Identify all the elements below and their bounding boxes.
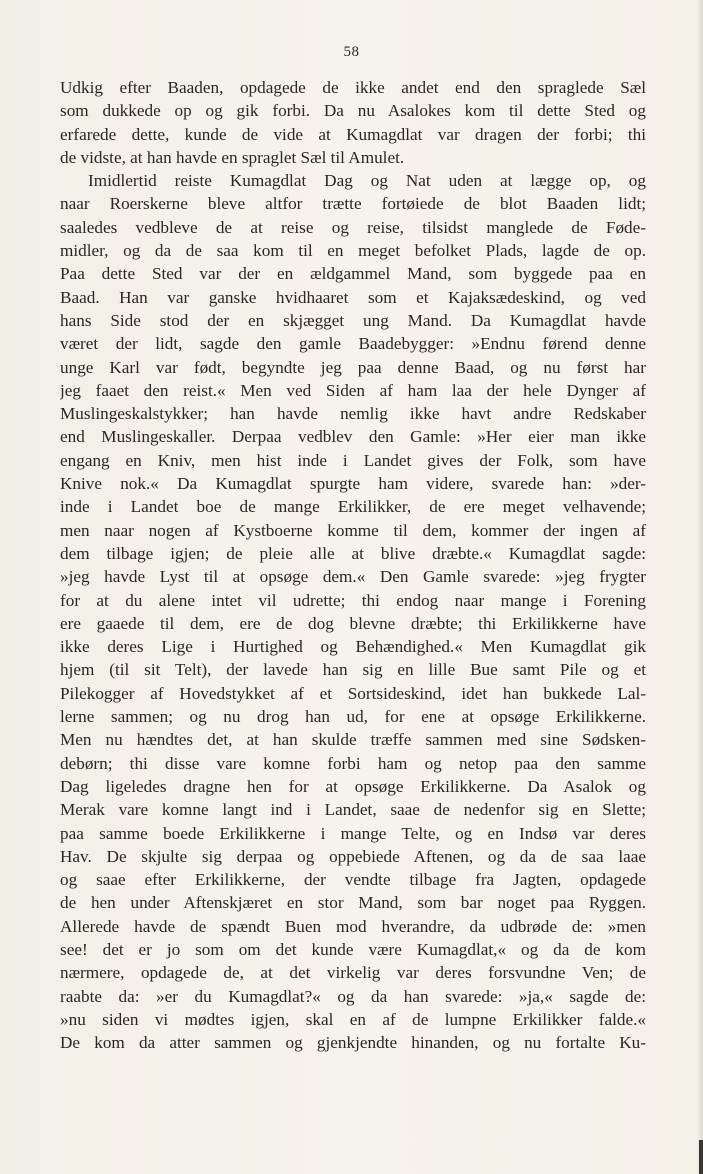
text-line: engang en Kniv, men hist inde i Landet gives der Folk, som have bbox=[60, 450, 646, 470]
text-line: erfarede dette, kunde de vide at Kumagdlat var dragen der forbi; thi bbox=[60, 124, 646, 144]
text-line: unge Karl var født, begyndte jeg paa denne Baad, og nu først har bbox=[60, 357, 646, 377]
text-line: været der lidt, sagde den gamle Baadebygger: »Endnu førend denne bbox=[60, 334, 646, 354]
text-line: saaledes vedbleve de at reise og reise, tilsidst manglede de Føde- bbox=[60, 217, 646, 237]
text-line: hans Side stod der en skjægget ung Mand. Da Kumagdlat havde bbox=[60, 310, 646, 330]
text-line: og saae efter Erkilikkerne, der vendte tilbage fra Jagten, opdagede bbox=[60, 870, 646, 890]
text-line: see! det er jo som om det kunde være Kumagdlat,« og da de kom bbox=[60, 939, 646, 959]
text-line: paa samme boede Erkilikkerne i mange Telte, og en Indsø var deres bbox=[60, 823, 646, 843]
text-line: debørn; thi disse vare komne forbi ham og netop paa den samme bbox=[60, 753, 646, 773]
text-line: de hen under Aftenskjæret en stor Mand, som bar noget paa Ryggen. bbox=[60, 893, 646, 913]
text-line: midler, og da de saa kom til en meget befolket Plads, lagde de op. bbox=[60, 241, 646, 261]
page-edge-mark bbox=[699, 1140, 703, 1174]
text-line: Pilekogger af Hovedstykket af et Sortsideskind, idet han bukkede Lal- bbox=[60, 683, 646, 703]
text-line: Hav. De skjulte sig derpaa og oppebiede Aftenen, og da de saa laae bbox=[60, 846, 646, 866]
text-line: Muslingeskalstykker; han havde nemlig ikke havt andre Redskaber bbox=[60, 404, 646, 424]
text-line: ikke deres Lige i Hurtighed og Behændighed.« Men Kumagdlat gik bbox=[60, 637, 646, 657]
text-line: Udkig efter Baaden, opdagede de ikke andet end den spraglede Sæl bbox=[60, 78, 646, 97]
text-line: »nu siden vi mødtes igjen, skal en af de lumpne Erkilikker falde.« bbox=[60, 1009, 646, 1029]
text-line: De kom da atter sammen og gjenkjendte hinanden, og nu fortalte Ku- bbox=[60, 1033, 646, 1053]
text-line: lerne sammen; og nu drog han ud, for ene at opsøge Erkilikkerne. bbox=[60, 707, 646, 727]
text-line: Dag ligeledes dragne hen for at opsøge Erkilikkerne. Da Asalok og bbox=[60, 776, 646, 796]
text-line: Baad. Han var ganske hvidhaaret som et Kajaksædeskind, og ved bbox=[60, 287, 646, 307]
text-line: raabte da: »er du Kumagdlat?« og da han svarede: »ja,« sagde de: bbox=[60, 986, 646, 1006]
text-line: Knive nok.« Da Kumagdlat spurgte ham videre, svarede han: »der- bbox=[60, 474, 646, 494]
text-line: Allerede havde de spændt Buen mod hverandre, da udbrøde de: »men bbox=[60, 916, 646, 936]
text-line: inde i Landet boe de mange Erkilikker, de ere meget velhavende; bbox=[60, 497, 646, 517]
text-line: Imidlertid reiste Kumagdlat Dag og Nat uden at lægge op, og bbox=[88, 171, 646, 191]
text-line: som dukkede op og gik forbi. Da nu Asalokes kom til dette Sted og bbox=[60, 101, 646, 121]
page-edge-shadow bbox=[697, 0, 703, 1174]
text-line: hjem (til sit Telt), der lavede han sig en lille Bue samt Pile og et bbox=[60, 660, 646, 680]
text-line: Merak vare komne langt ind i Landet, saae de nedenfor sig en Slette; bbox=[60, 800, 646, 820]
text-line: Paa dette Sted var der en ældgammel Mand, som byggede paa en bbox=[60, 264, 646, 284]
text-line: Men nu hændtes det, at han skulde træffe sammen med sine Sødsken- bbox=[60, 730, 646, 750]
page-number: 58 bbox=[343, 44, 360, 60]
text-line: men naar nogen af Kystboerne komme til dem, kommer der ingen af bbox=[60, 520, 646, 540]
text-line: dem tilbage igjen; de pleie alle at blive dræbte.« Kumagdlat sagde: bbox=[60, 543, 646, 563]
text-line: ere gaaede til dem, ere de dog blevne dræbte; thi Erkilikkerne have bbox=[60, 613, 646, 633]
text-line: de vidste, at han havde en spraglet Sæl til Amulet. bbox=[60, 147, 405, 167]
text-line: end Muslingeskaller. Derpaa vedblev den Gamle: »Her eier man ikke bbox=[60, 427, 646, 447]
text-line: for at du alene intet vil udrette; thi endog naar mange i Forening bbox=[60, 590, 646, 610]
text-line: »jeg havde Lyst til at opsøge dem.« Den Gamle svarede: »jeg frygter bbox=[60, 567, 646, 587]
text-line: jeg faaet den reist.« Men ved Siden af ham laa der hele Dynger af bbox=[60, 380, 646, 400]
body-text bbox=[60, 76, 646, 1054]
text-line: nærmere, opdagede de, at det virkelig var deres forsvundne Ven; de bbox=[60, 963, 646, 983]
text-line: naar Roerskerne bleve altfor trætte fortøiede de blot Baaden lidt; bbox=[60, 194, 646, 214]
